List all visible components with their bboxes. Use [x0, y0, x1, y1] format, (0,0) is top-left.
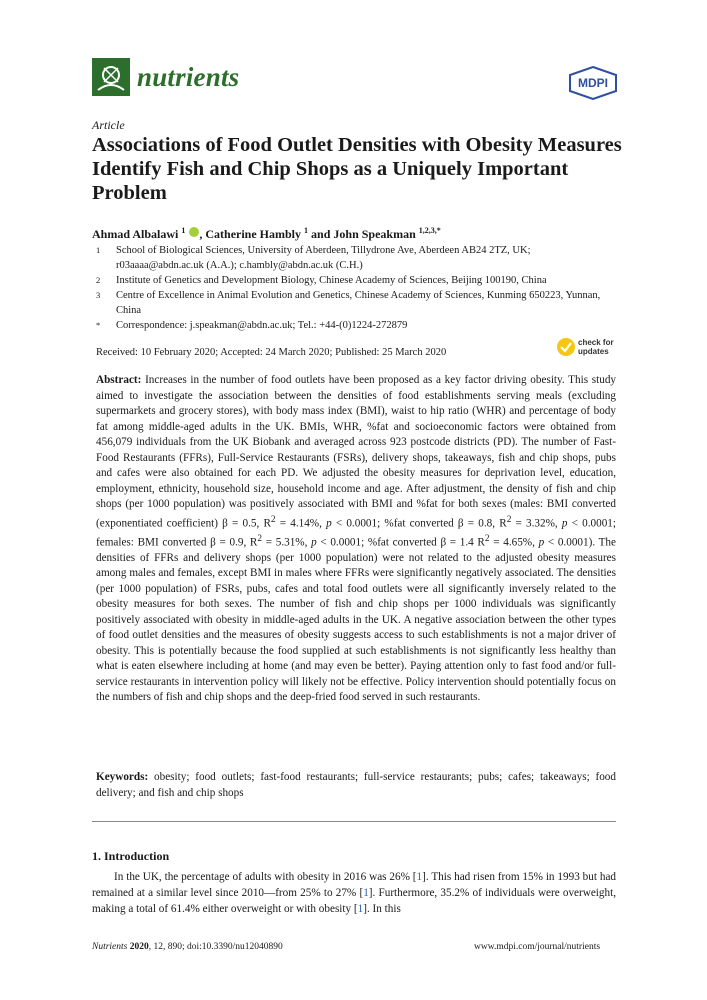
footer-year: 2020	[129, 942, 149, 952]
intro-text: ]. This had risen from 15% in 1993 but had remained at a similar level since 2010—from 25% to 27% [	[92, 871, 617, 899]
affiliation-number: 3	[96, 290, 101, 300]
abstract	[96, 373, 616, 706]
p-value: p	[311, 536, 317, 549]
affiliation	[96, 288, 616, 318]
author-name: John Speakman	[333, 227, 416, 241]
correspondence	[96, 318, 616, 333]
author-sup: 1,2,3,*	[418, 226, 441, 235]
check-updates-line: updates	[578, 347, 609, 356]
orcid-icon[interactable]	[189, 227, 199, 237]
abstract-text: < 0.0001; %fat converted β = 0.8, R	[331, 517, 507, 530]
affiliation-text: School of Biological Sciences, University of Aberdeen, Tillydrone Ave, Aberdeen AB24 2TZ, UK; r03aaaa@abdn.ac.uk (A.A.); c.hambly@abdn.ac.uk (C.H.)	[116, 245, 531, 271]
author-name: Catherine Hambly	[205, 227, 302, 241]
check-updates-label[interactable]	[578, 338, 614, 356]
journal-name: nutrients	[137, 62, 240, 92]
author-sup: 1	[181, 226, 186, 235]
superscript: 2	[484, 533, 490, 544]
abstract-text: = 5.31%,	[262, 536, 312, 549]
keywords	[96, 770, 616, 801]
intro-text: In the UK, the percentage of adults with obesity in 2016 was 26% [	[114, 871, 417, 883]
keywords-label: Keywords:	[96, 771, 149, 783]
affiliation	[96, 243, 616, 273]
p-value: p	[538, 536, 545, 549]
affiliation-text: Institute of Genetics and Development Biology, Chinese Academy of Sciences, Beijing 100190, China	[116, 275, 547, 286]
author-sup: 1	[304, 226, 309, 235]
paper-title: Associations of Food Outlet Densities with Obesity Measures Identify Fish and Chip Shops as a Uniquely Important Problem	[92, 134, 622, 204]
article-type: Article	[92, 118, 125, 132]
intro-text: ]. In this	[363, 903, 401, 915]
abstract-text: = 3.32%,	[511, 517, 562, 530]
abstract-label: Abstract:	[96, 374, 142, 386]
affiliation-number: 2	[96, 275, 101, 285]
section-divider	[92, 821, 616, 822]
superscript: 2	[270, 514, 276, 525]
citation-link[interactable]: 1	[416, 871, 423, 883]
footer-url[interactable]: www.mdpi.com/journal/nutrients	[474, 942, 601, 952]
publication-dates: Received: 10 February 2020; Accepted: 24 March 2020; Published: 25 March 2020	[96, 347, 447, 358]
superscript: 2	[257, 533, 263, 544]
p-value: p	[326, 517, 332, 530]
superscript: 2	[506, 514, 512, 525]
mdpi-text: MDPI	[578, 76, 608, 90]
citation-link[interactable]: 1	[357, 903, 364, 915]
affiliation-number: *	[96, 320, 101, 330]
citation-link[interactable]: 1	[363, 887, 369, 899]
abstract-text: = 4.14%,	[275, 517, 327, 530]
keywords-text: obesity; food outlets; fast-food restaurants; full-service restaurants; pubs; cafes; takeaways; food delivery; and fish and chip shops	[96, 771, 616, 799]
p-value: p	[561, 517, 568, 530]
abstract-text: = 4.65%,	[489, 536, 539, 549]
check-updates-icon[interactable]	[556, 337, 576, 357]
abstract-text: Increases in the number of food outlets have been proposed as a key factor driving obesity. This study aimed to investigate the association between the densities of food establishments serving meals (excluding supermarkets and grocery stores), with body mass index (BMI), waist to hip ratio (WHR) and percentage of body fat among middle-aged adults in the UK. BMIs, WHR, %fat and socioeconomic factors were obtained from 456,079 individuals from the UK Biobank and averaged across 923 postcode districts (PD). The number of Fast-Food Restaurants (FFRs), Full-Service Restaurants (FSRs), delivery shops, takeaways, fish and chip shops, pubs and cafes were also obtained for each PD. We adjusted the obesity measures for deprivation level, education, employment, ethnicity, household size, household income and age. After adjustment, the density of fish and chip shops (per 1000 population) was positively associated with BMI and %fat for both sexes (males: BMI converted (exponentiated coefficient) β = 0.5, R	[96, 374, 617, 530]
footer-citation	[92, 942, 283, 952]
abstract-text: < 0.0001; females: BMI converted β = 0.9, R	[96, 517, 616, 549]
intro-text: ]. Furthermore, 35.2% of individuals were overweight, making a total of 61.4% either overweight or with obesity [	[92, 887, 616, 915]
footer-doi: , 12, 890; doi:10.3390/nu12040890	[148, 942, 283, 952]
author-name: Ahmad Albalawi	[92, 227, 179, 241]
section-heading: 1. Introduction	[92, 849, 170, 863]
mdpi-logo	[567, 66, 619, 100]
introduction-paragraph	[92, 869, 616, 917]
affiliation	[96, 273, 616, 288]
affiliation-text: Centre of Excellence in Animal Evolution and Genetics, Chinese Academy of Sciences, Kunming 650223, Yunnan, China	[116, 290, 601, 316]
correspondence-text: Correspondence: j.speakman@abdn.ac.uk; Tel.: +44-(0)1224-272879	[116, 320, 408, 331]
affiliation-number: 1	[96, 245, 101, 255]
abstract-text: < 0.0001). The densities of FFRs and delivery shops (per 1000 population) were not related to the adjusted obesity measures among males and females, except BMI in males where FFRs were significantly negatively associated. The densities (per 1000 population) of FSRs, pubs, cafes and total food outlets were all significantly inversely related to the obesity measures for both sexes. The number of fish and chip shops per 1000 individuals was significantly positively associated with obesity in middle-aged adults in the UK. A negative association between the other types of food outlet densities and the measures of obesity suggests access to such establishments is not a major driver of obesity. This is potentially because the food supplied at such establishments is not significantly less healthy than what is eaten elsewhere including at home (and may even be better). Paying attention only to fast food and/or full-service restaurants in intervention policy will likely not be effective. Policy intervention should potentially focus on the numbers of fish and chip shops and the deep-fried food served in such restaurants.	[96, 536, 616, 704]
nutrients-logo	[92, 58, 130, 96]
check-updates-line: check for	[578, 338, 614, 347]
author-list: Ahmad Albalawi $^1$ , Catherine Hambly $^1$ and John Speakman $^{1,2,3,*}$	[92, 226, 441, 241]
footer-journal: Nutrients	[92, 942, 128, 952]
abstract-text: < 0.0001; %fat converted β = 1.4 R	[316, 536, 485, 549]
